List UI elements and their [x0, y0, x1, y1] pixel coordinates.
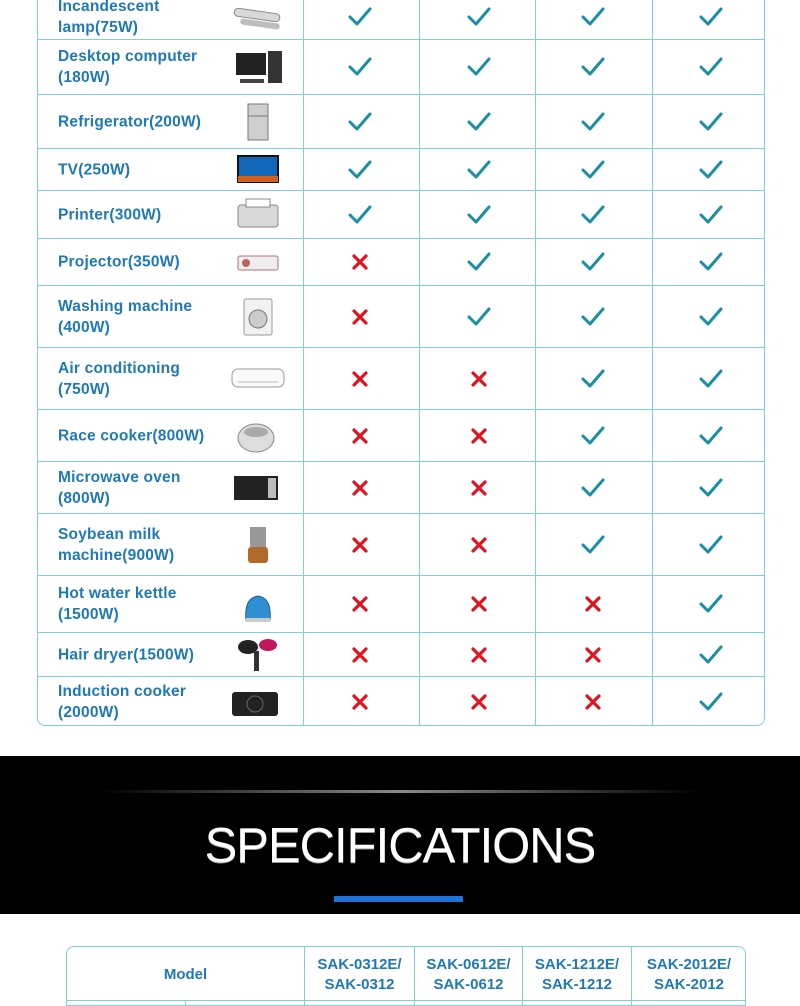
check-icon	[698, 109, 724, 135]
check-icon	[698, 366, 724, 392]
model-code-3b: SAK-1212	[541, 975, 613, 993]
appliance-name: Microwave oven (800W)	[58, 468, 181, 507]
check-icon	[580, 532, 606, 558]
appliance-name: Hot water kettle (1500W)	[58, 585, 177, 623]
appliance-name: Race cooker(800W)	[58, 427, 205, 444]
table-row	[38, 239, 764, 286]
support-cell	[563, 191, 623, 238]
check-icon	[698, 304, 724, 330]
cross-icon	[580, 591, 606, 617]
support-cell	[563, 410, 623, 461]
model-code-2: SAK-0612E/	[426, 955, 511, 973]
support-cell	[449, 40, 509, 94]
cross-icon	[466, 423, 492, 449]
check-icon	[698, 423, 724, 449]
support-cell	[449, 514, 509, 575]
support-cell	[681, 462, 741, 513]
hair-dryer-icon	[230, 635, 286, 675]
blender-icon	[230, 525, 286, 565]
table-row	[38, 348, 764, 410]
model-header	[67, 947, 304, 1002]
tv-icon	[230, 150, 286, 190]
check-icon	[698, 689, 724, 715]
check-icon	[698, 249, 724, 275]
check-icon	[580, 249, 606, 275]
column-divider	[535, 0, 536, 725]
appliance-name: Washing machine (400W)	[58, 297, 193, 336]
support-cell	[563, 239, 623, 285]
model-code-1: SAK-0312E/	[317, 955, 402, 973]
check-icon	[347, 157, 373, 183]
appliance-name: Printer(300W)	[58, 206, 162, 223]
check-icon	[698, 4, 724, 30]
support-cell	[330, 149, 390, 190]
cross-icon	[580, 642, 606, 668]
support-cell	[330, 191, 390, 238]
support-cell	[449, 286, 509, 347]
table-row	[38, 149, 764, 191]
model-code-1b: SAK-0312	[324, 975, 395, 993]
column-divider	[652, 0, 653, 725]
banner-glow-line	[100, 790, 700, 793]
support-cell	[681, 191, 741, 238]
check-icon	[580, 304, 606, 330]
cross-icon	[466, 475, 492, 501]
support-cell	[330, 410, 390, 461]
cross-icon	[347, 532, 373, 558]
support-cell	[330, 576, 390, 632]
check-icon	[698, 54, 724, 80]
support-cell	[563, 348, 623, 409]
table-row	[38, 410, 764, 462]
appliance-name: Desktop computer (180W)	[58, 48, 198, 86]
support-cell	[449, 677, 509, 726]
column-divider	[303, 0, 304, 725]
support-cell	[681, 410, 741, 461]
model-label: Model	[163, 965, 208, 983]
cross-icon	[347, 689, 373, 715]
support-cell	[681, 149, 741, 190]
microwave-icon	[230, 468, 286, 508]
appliance-name: Refrigerator(200W)	[58, 113, 202, 130]
check-icon	[698, 591, 724, 617]
support-cell	[330, 633, 390, 676]
support-cell	[681, 286, 741, 347]
appliance-name: Incandescent lamp(75W)	[58, 0, 160, 36]
model-code-2b: SAK-0612	[433, 975, 504, 993]
air-conditioner-icon	[230, 359, 286, 399]
table-row	[38, 0, 764, 40]
washing-machine-icon	[230, 297, 286, 337]
table-row	[38, 514, 764, 576]
support-cell	[563, 286, 623, 347]
support-cell	[563, 576, 623, 632]
model-column-header	[523, 947, 631, 1002]
check-icon	[466, 109, 492, 135]
check-icon	[698, 642, 724, 668]
support-cell	[681, 633, 741, 676]
model-column-header	[632, 947, 746, 1002]
support-cell	[563, 95, 623, 148]
cross-icon	[466, 642, 492, 668]
projector-icon	[230, 242, 286, 282]
model-code-4b: SAK-2012	[653, 975, 725, 993]
cross-icon	[347, 642, 373, 668]
appliance-name: Air conditioning (750W)	[58, 359, 181, 398]
support-cell	[449, 0, 509, 39]
cross-icon	[466, 366, 492, 392]
model-code-4: SAK-2012E/	[646, 955, 732, 973]
support-cell	[681, 514, 741, 575]
check-icon	[580, 4, 606, 30]
table-row	[38, 286, 764, 348]
specifications-banner	[0, 756, 800, 914]
table-row	[38, 677, 764, 726]
kettle-icon	[230, 584, 286, 624]
table-row	[38, 462, 764, 514]
specifications-title: SPECIFICATIONS	[204, 819, 596, 873]
cross-icon	[347, 423, 373, 449]
appliance-compatibility-table	[37, 0, 765, 726]
support-cell	[330, 514, 390, 575]
check-icon	[698, 202, 724, 228]
table-row	[38, 95, 764, 149]
support-cell	[449, 462, 509, 513]
check-icon	[580, 366, 606, 392]
check-icon	[347, 109, 373, 135]
model-column-header	[305, 947, 414, 1002]
support-cell	[449, 239, 509, 285]
check-icon	[580, 475, 606, 501]
induction-cooker-icon	[230, 682, 286, 722]
check-icon	[580, 423, 606, 449]
appliance-name: Hair dryer(1500W)	[58, 646, 195, 663]
support-cell	[449, 633, 509, 676]
column-divider	[419, 0, 420, 725]
support-cell	[681, 95, 741, 148]
support-cell	[563, 40, 623, 94]
support-cell	[563, 462, 623, 513]
check-icon	[347, 202, 373, 228]
support-cell	[330, 0, 390, 39]
cross-icon	[347, 304, 373, 330]
support-cell	[449, 410, 509, 461]
check-icon	[466, 202, 492, 228]
cross-icon	[466, 689, 492, 715]
table-row	[38, 40, 764, 95]
support-cell	[563, 514, 623, 575]
printer-icon	[230, 195, 286, 235]
table-row	[38, 191, 764, 239]
support-cell	[330, 239, 390, 285]
support-cell	[449, 149, 509, 190]
support-cell	[563, 677, 623, 726]
support-cell	[449, 348, 509, 409]
support-cell	[681, 40, 741, 94]
check-icon	[580, 54, 606, 80]
support-cell	[330, 40, 390, 94]
check-icon	[698, 475, 724, 501]
check-icon	[466, 54, 492, 80]
support-cell	[449, 576, 509, 632]
support-cell	[330, 348, 390, 409]
rice-cooker-icon	[230, 416, 286, 456]
desktop-computer-icon	[230, 47, 286, 87]
model-column-header	[415, 947, 522, 1002]
specifications-table	[66, 946, 746, 1006]
support-cell	[681, 0, 741, 39]
support-cell	[681, 348, 741, 409]
check-icon	[698, 532, 724, 558]
check-icon	[580, 157, 606, 183]
appliance-name: TV(250W)	[58, 161, 131, 178]
support-cell	[563, 0, 623, 39]
cross-icon	[466, 532, 492, 558]
check-icon	[466, 304, 492, 330]
cross-icon	[580, 689, 606, 715]
table-row	[38, 633, 764, 677]
support-cell	[330, 462, 390, 513]
check-icon	[466, 157, 492, 183]
cross-icon	[347, 591, 373, 617]
support-cell	[681, 576, 741, 632]
check-icon	[347, 54, 373, 80]
check-icon	[466, 4, 492, 30]
support-cell	[449, 191, 509, 238]
appliance-name: Induction cooker (2000W)	[58, 682, 187, 721]
support-cell	[330, 95, 390, 148]
support-cell	[449, 95, 509, 148]
appliance-name: Projector(350W)	[58, 253, 180, 271]
cross-icon	[347, 366, 373, 392]
refrigerator-icon	[230, 102, 286, 142]
support-cell	[563, 633, 623, 676]
cross-icon	[466, 591, 492, 617]
cross-icon	[347, 475, 373, 501]
check-icon	[347, 4, 373, 30]
support-cell	[563, 149, 623, 190]
table-row	[38, 576, 764, 633]
title-underline	[334, 896, 463, 902]
support-cell	[681, 239, 741, 285]
appliance-name: Soybean milk machine(900W)	[58, 525, 175, 564]
check-icon	[580, 109, 606, 135]
model-code-3: SAK-1212E/	[534, 955, 620, 973]
support-cell	[681, 677, 741, 726]
cross-icon	[347, 249, 373, 275]
lamp-icon	[230, 0, 286, 37]
check-icon	[698, 157, 724, 183]
support-cell	[330, 286, 390, 347]
check-icon	[466, 249, 492, 275]
support-cell	[330, 677, 390, 726]
check-icon	[580, 202, 606, 228]
